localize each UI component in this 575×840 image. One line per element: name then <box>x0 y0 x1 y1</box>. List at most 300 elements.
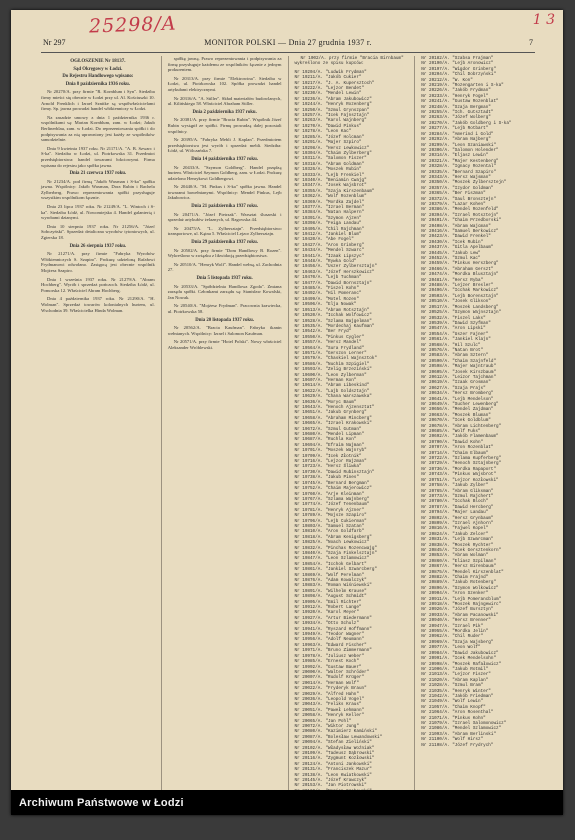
register-entry: Nr 20502/A. przy firmie "Dom Handlowy B. Rozen". Wykreślono w związku z likwidacją przedsiębiorstwa. <box>167 247 282 259</box>
list-item: Nr 20423/A. "Dawid Frenkel" <box>421 234 491 240</box>
register-entry: Nr 20540/A. "Mojżesz Frydman". Pracownia krawiecka, ul. Piotrkowska 58. <box>167 303 282 314</box>
list-item: Nr 20437/A. "Gitla Apelbaum" <box>421 245 494 251</box>
list-item: Nr 19730/A. "Dawid Rubinsztajn" <box>294 469 375 475</box>
list-item: Nr 19211/A. "Jakób Cukier" <box>294 75 362 81</box>
list-item: Nr 20824/A. "Jakub Zelcer" <box>421 531 489 537</box>
list-item: Nr 20510/A. "Josek Glikson" <box>421 299 491 305</box>
entry-date: Dnia 8 października 1936 roku. <box>65 81 131 87</box>
list-item: Nr 21071/A. "Pinkus Kohn" <box>421 715 486 721</box>
list-item: Nr 19470/A. "Lejb Tuchman" <box>294 275 362 281</box>
list-item: Nr 21108/A. "Józef Frydrych" <box>421 742 494 748</box>
list-item: Nr 19803/A. "Samuel Szatan" <box>294 523 365 529</box>
list-item: Nr 19781/A. "Henryk Ajzner" <box>294 507 365 513</box>
list-item: Nr 20445/A. "Jakub Lew" <box>421 250 481 256</box>
list-item: Nr 19898/A. "August Schmidt" <box>294 594 367 600</box>
list-item: Nr 19369/A. "Mordka Zajdel" <box>294 199 365 205</box>
list-item: Nr 19643/A. "Henoch Ajzensztat" <box>294 405 375 410</box>
list-item: Nr 20000/A. "Walter Schröder" <box>294 669 370 675</box>
list-item: Nr 20212/A. "W. Kon" <box>421 77 473 83</box>
list-item: Nr 20357/A. "Izydor Goldman" <box>421 185 494 191</box>
register-entry: Dnia 10 sierpnia 1937 roku. Nr 21256/A. "Józef Sobczyński". Sprzedaż detaliczna wyrobów tytoniowych, ul. Zgierska 18. <box>41 223 155 241</box>
list-item: Nr 20131/A. "Franciszek Mazur" <box>294 767 372 773</box>
register-entry: Dnia 4 października 1937 roku. Nr 21290/A. "H. Wolman". Sprzedaż towarów kolonialnych hurtem, ul. Wschodnia 39. Właścicielka Hinda Wolman. <box>41 296 155 313</box>
list-item: Nr 19263/A. "Karol Wajnberg" <box>294 118 367 124</box>
list-item: Nr 20430/A. "Icek Rubin" <box>421 239 484 245</box>
list-item: Nr 20605/A. "Josek Kirszbaum" <box>421 369 497 375</box>
list-item: Nr 20729/A. "Henoch Sztajnberg" <box>421 461 502 467</box>
list-item: Nr 20590/A. "Chaim Szajnfeld" <box>421 358 497 364</box>
list-item: Nr 20561/A. "Jankiel Klajn" <box>421 337 491 343</box>
list-item: Nr 19680/A. "Mendel Lipman" <box>294 432 365 438</box>
list-item: Nr 19485/A. "Fiszel Kohn" <box>294 286 359 292</box>
court-name: Sąd Okręgowy w Łodzi. <box>73 66 123 72</box>
list-item: Nr 20263/A. "Józef Wolberg" <box>421 115 491 121</box>
list-item: Nr 20277/A. "Lejb Rotbart" <box>421 126 489 132</box>
list-item: Nr 19854/A. "Icchok Gelbart" <box>294 561 367 567</box>
list-item: Nr 20940/A. "Hersz Brenner" <box>421 618 491 624</box>
column-divider <box>161 56 162 793</box>
list-item: Nr 20670/A. "Icek Goldblum" <box>421 418 491 424</box>
list-item: Nr 20568/A. "Hil Szulc" <box>421 342 481 348</box>
list-item: Nr 21006/A. "Jakub Rotmil" <box>421 666 489 672</box>
list-item: Nr 19745/A. "Bernard Bergman" <box>294 480 370 486</box>
list-item: Nr 19318/A. "Abram Goldman" <box>294 161 365 167</box>
list-item: Nr 20962/A. "Chil Ruder" <box>421 634 484 640</box>
page-header <box>43 38 533 50</box>
entry-date: Dnia 29 października 1937 roku. <box>191 240 258 246</box>
list-item: Nr 20765/A. "Abram Gliksman" <box>421 488 494 494</box>
list-item: Nr 20853/A. "Abram Wolman" <box>421 553 489 559</box>
list-item: Nr 19672/A. "Szmul Gutman" <box>294 426 362 432</box>
list-item: Nr 20875/A. "Mendel Kirszenblat" <box>421 569 504 575</box>
list-item: Nr 19905/A. "Emil Richter" <box>294 599 362 605</box>
list-item: Nr 19760/A. "Arje Kleinman" <box>294 491 365 497</box>
page-number: 7 <box>529 38 533 47</box>
list-item: Nr 19391/A. "Szymon Ajzen" <box>294 215 362 221</box>
handwritten-corner-mark: 1 3 <box>532 12 555 28</box>
list-item: Nr 19456/A. "Uszer Zylbersztajn" <box>294 264 378 270</box>
list-item: Nr 19405/A. "Chil Rajchman" <box>294 226 365 232</box>
list-item: Nr 20867/A. "Hersz Birenbaum" <box>421 564 497 570</box>
register-entry: Nr 20433/A. "Szymon Goldberg". Handel przędzą hurtem. Właściciel Szymon Goldberg, zam. w Łodzi. Prokurę udzielono Henrykowi Goldbergowi. <box>167 164 282 181</box>
list-item: Nr 19463/A. "Józef Herszkowicz" <box>294 269 375 275</box>
list-item: Nr 20816/A. "Fajwel Kopel" <box>421 526 489 532</box>
list-item: Nr 20656/A. "Mendel Zajdman" <box>421 407 494 413</box>
list-item: Nr 20758/A. "Jakub Zylber" <box>421 483 489 489</box>
list-item: Nr 19230/A. "Mendel Lewin" <box>294 91 362 97</box>
list-item: Nr 19971/A. "Bruno Zimmermann" <box>294 648 372 654</box>
list-item: Nr 20896/A. "Szymon Wolkowicz" <box>421 585 499 591</box>
list-item: Nr 19579/A. "Chaskiel Wajnsztok" <box>294 356 378 362</box>
list-item: Nr 21064/A. "Aron Rosenthal" <box>421 710 494 716</box>
list-item: Nr 19810/A. "Aron Goldfarb" <box>294 529 365 535</box>
list-item: Nr 19701/A. "Moszek Wajnryb" <box>294 448 367 454</box>
column-divider <box>288 56 289 793</box>
register-entry: Dnia 9 kwietnia 1937 roku. Nr 21171/A. "A. B. Szwarc i S-ka". Siedziba w Łodzi, ul. Piotrkowska 31. Przedmiot przedsiębiorstwa: handel towarami łokciowymi. Firma wpisana do rejestru jako spółka jawna. <box>41 145 155 168</box>
list-item: Nr 20087/A. "Bolesław Lewandowski" <box>294 734 383 740</box>
list-item: Nr 19934/A. "Otto Schulz" <box>294 621 359 627</box>
list-item: Nr 19499/A. "Motel Rozen" <box>294 296 359 302</box>
list-item: Nr 19607/A. "Herman Kon" <box>294 377 357 383</box>
list-item: Nr 20102/A. "Władysław Woźniak" <box>294 745 375 751</box>
list-item: Nr 20314/A. "Eljasz Lewin" <box>421 153 489 159</box>
list-item: Nr 20459/A. "Pinkus Herszberg" <box>421 261 499 267</box>
list-item: Nr 19492/A. "Hil Pomeranc" <box>294 291 362 297</box>
list-item: Nr 20226/A. "Jakób Frydman" <box>421 88 491 94</box>
list-item: Nr 20583/A. "Abram Sztern" <box>421 353 489 359</box>
list-item: Nr 21042/A. "Jakób Friedman" <box>421 693 494 699</box>
list-item: Nr 20080/A. "Kazimierz Kamiński" <box>294 729 378 735</box>
list-item: Nr 20328/A. "Ignacy Rozental" <box>421 164 497 170</box>
list-item: Nr 20780/A. "Icchak Bloch" <box>421 499 489 505</box>
list-item: Nr 20554/A. "Uszer Fajner" <box>421 331 489 337</box>
list-item: Nr 20889/A. "Jakub Rotenberg" <box>421 580 497 586</box>
list-item: Nr 19278/A. "Leon Kac" <box>294 129 352 135</box>
document-page <box>11 10 563 815</box>
list-item: Nr 20343/A. "Hersz Wajsman" <box>421 174 491 180</box>
list-item: Nr 19687/A. "Ruchla Kon" <box>294 437 357 443</box>
list-item: Nr 19270/A. "Dawid Pinkus" <box>294 123 362 129</box>
list-item: Nr 20299/A. "Leon Szaniawski" <box>421 142 497 148</box>
list-item: Nr 20692/A. "Jakób Flamenbaum" <box>421 434 499 440</box>
list-item: Nr 21028/A. "Szmul Bram" <box>421 683 484 689</box>
list-item: Nr 20634/A. "Hersz Bromberg" <box>421 391 494 397</box>
archive-footer: Archiwum Państwowe w Łodzi <box>11 790 563 815</box>
list-item: Nr 20539/A. "Dawid Szyfman" <box>421 320 491 326</box>
list-item: Nr 21020/A. "Abram Kaplan" <box>421 677 489 683</box>
list-item: Nr 20685/A. "Wolf Fuks" <box>421 429 481 435</box>
list-item: Nr 19825/A. "Noach Lewkowicz" <box>294 540 370 546</box>
list-item: Nr 19441/A. "Izaak Lipszyc" <box>294 253 365 259</box>
list-item: Nr 20072/A. "Wiktor Jung" <box>294 723 359 729</box>
list-item: Nr 20547/A. "Aron Lipski" <box>421 326 486 332</box>
list-item: Nr 19347/A. "Josek Wajsbrot" <box>294 183 367 189</box>
register-entry: spółkę jawną. Prawo reprezentowania i podpisywania za firmę przysługuje każdemu ze wspólników łącznie z jednym prokurentem. <box>167 56 282 73</box>
list-item: Nr 19550/A. "Pinkus Cygler" <box>294 334 365 340</box>
list-item: Nr 20663/A. "Moszek Bluman" <box>421 412 491 418</box>
list-item: Nr 19285/A. "Józef Holcman" <box>294 134 365 140</box>
list-item: Nr 20933/A. "Abram Pacanowski" <box>421 612 499 618</box>
list-item: Nr 19665/A. "Izrael Krakowski" <box>294 421 372 427</box>
list-item: Nr 19709/A. "Icek Złotnik" <box>294 453 362 459</box>
list-item: Nr 20094/A. "Stefan Zieliński" <box>294 740 372 746</box>
list-item: Nr 19477/A. "Dawid Bornsztajn" <box>294 280 372 286</box>
list-item: Nr 20947/A. "Izrael Pik" <box>421 623 484 629</box>
list-item: Nr 19869/A. "Wolf Perelman" <box>294 572 365 578</box>
list-item: Nr 19542/A. "Ber Fryd" <box>294 329 352 335</box>
list-item: Nr 20416/A. "Samuel Berkowicz" <box>421 229 499 234</box>
list-item: Nr 19298/A. "Hersz Lewkowicz" <box>294 145 370 151</box>
list-item: Nr 19883/A. "Roman Wiśniewski" <box>294 583 372 589</box>
issue-number: Nr 297 <box>43 38 66 47</box>
list-item: Nr 19738/A. "Jakub Pines" <box>294 475 359 481</box>
list-item: Nr 20612/A. "Leizor Tajchman" <box>421 374 497 380</box>
list-item: Nr 20386/A. "Mendel Rozenfeld" <box>421 207 499 213</box>
list-item: Nr 20707/A. "Aron Rozenblat" <box>421 445 494 451</box>
list-item: Nr 19752/A. "Chaim Majerowicz" <box>294 486 372 492</box>
list-item: Nr 19832/A. "Pinchas Rozencwajg" <box>294 545 378 551</box>
list-item: Nr 20794/A. "Majer Landau" <box>421 510 489 516</box>
list-item: Nr 19840/A. "Szaja Finkelsztajn" <box>294 550 378 556</box>
list-item: Nr 20991/A. "Icek Mendelsohn" <box>421 656 497 662</box>
list-item: Nr 20138/A. "Leon Kwiatkowski" <box>294 772 372 778</box>
list-item: Nr 20700/A. "Dawid Kohn" <box>421 439 484 445</box>
register-entry: Nr 20440/A. "M. Pinkus i S-ka" spółka jawna. Handel towarami bawełnianymi. Wspólnicy: Mendel Pinkus, Lejb Jakubowicz. <box>167 184 282 201</box>
list-item: Nr 19564/A. "Sura Frydland" <box>294 345 365 351</box>
list-item: Nr 20051/A. "Paweł Lehmann" <box>294 707 365 713</box>
list-item: Nr 19355/A. "Szaja Kirszenbaum" <box>294 188 375 194</box>
list-item: Nr 19586/A. "Nuchim Szpigiel" <box>294 361 370 367</box>
register-entry: Dnia 23 lipca 1937 roku. Nr 21249/A. "L. Wintoch i S-ka". Siedziba Łódź, ul. Nowomiejska 4. Handel galanterią i wyrobami dzianymi. <box>41 204 155 221</box>
list-item: Nr 20503/A. "Lejb Borensztajn" <box>421 293 499 299</box>
list-item: Nr 19506/A. "Elja Nowak" <box>294 302 357 308</box>
list-item: Nr 20124/A. "Antoni Jankowski" <box>294 761 372 767</box>
list-item: Nr 20831/A. "Lejb Szwarcman" <box>421 537 494 543</box>
list-item: Nr 19535/A. "Mordechaj Kaufman" <box>294 323 375 329</box>
list-item: Nr 21057/A. "Chaim Knopf" <box>421 704 486 710</box>
register-entry: Nr 20571/A. przy firmie "Hotel Polski". Nowy właściciel Aleksander Wróblewski. <box>167 339 282 350</box>
list-item: Nr 19311/A. "Salomon Fiszer" <box>294 156 367 162</box>
entry-date: Dnia 21 października 1937 roku. <box>191 204 258 210</box>
list-item: Nr 19340/A. "Beniamin Cwajg" <box>294 177 367 183</box>
list-item: Nr 20182/A. "Szabsa Frajman" <box>421 56 494 61</box>
list-item: Nr 20065/A. "Jan Pohl" <box>294 718 352 724</box>
list-item: Nr 19513/A. "Abram Rotsztajn" <box>294 307 370 313</box>
list-item: Nr 19978/A. "Juliusz Weber" <box>294 653 365 659</box>
list-item: Nr 20292/A. "Abram Najberg" <box>421 137 491 143</box>
list-item: Nr 20372/A. "Saul Bronsztejn" <box>421 196 497 202</box>
list-item: Nr 20255/A. "Ich. Gutsztadt" <box>421 110 494 116</box>
list-item: Nr 20335/A. "Bernard Szapiro" <box>421 169 497 175</box>
list-item: Nr 20619/A. "Izaak Grosman" <box>421 380 491 386</box>
list-item: Nr 20977/A. "Leon Wolf" <box>421 645 481 651</box>
list-item: Nr 20466/A. "Abraham Gerszt" <box>421 266 494 272</box>
list-item: Nr 20678/A. "Abram Lichtenberg" <box>421 423 502 429</box>
list-item: Nr 21086/A. "Mendel Szlamowicz" <box>421 726 502 732</box>
list-item: Nr 20955/A. "Mordka Jelin" <box>421 629 489 635</box>
list-intro: Nr 1002/A. przy firmie "Bracia Birnbaum" wykreślono ze spisu kupców: <box>294 56 404 67</box>
list-item: Nr 20926/A. "Józef Bursztyn" <box>421 607 494 613</box>
list-item: Nr 19257/A. "Icek Fajnsztajn" <box>294 113 370 119</box>
list-item: Nr 20014/A. "Herman Wolf" <box>294 680 359 686</box>
list-item: Nr 20517/A. "Moszek Landsberg" <box>421 304 499 310</box>
list-item: Nr 19796/A. "Lejb Cukierman" <box>294 518 367 524</box>
list-item: Nr 20904/A. "Aron Szenker" <box>421 591 489 597</box>
list-item: Nr 20365/A. "Ber Fiszman" <box>421 191 486 197</box>
header-rule <box>41 52 535 53</box>
list-item: Nr 19427/A. "Aron Grinberg" <box>294 242 365 248</box>
list-item: Nr 20882/A. "Chaim Frajnd" <box>421 575 489 580</box>
register-entry: Nr 20562/A. "Bracia Kaufman". Fabryka tkanin wełnianych. Wspólnicy: Izrael i Salomon Kaufman. <box>167 325 282 336</box>
list-item: Nr 19818/A. "Abram Kenigsberg" <box>294 534 372 540</box>
list-item: Nr 19636/A. "Moryc Baum" <box>294 399 357 405</box>
list-item: Nr 21093/A. "Abram Berlinski" <box>421 731 497 737</box>
list-item: Nr 20911/A. "Lejb Pomerancblum" <box>421 596 502 602</box>
register-entry: Nr 20381/A. przy firmie "Bracia Rubin". Wspólnik Józef Rubin wystąpił ze spółki. Firmę prowadzą dalej pozostali wspólnicy. <box>167 117 282 134</box>
list-item: Nr 19333/A. "Lejb Frenkiel" <box>294 172 365 178</box>
register-entry: Nr 20270/A. przy firmie "R. Kornblum i Syn". Siedziba firmy mieści się obecnie w Łodzi przy ul. Al. Kościuszki 10. Arnold Frenklich i Izrael Sznitke są współwłaścicielami firmy. Sp. jawna prowadzi handel włókienniczy w Łodzi. <box>41 89 155 112</box>
list-item: Nr 20773/A. "Szmul Rajchert" <box>421 493 494 499</box>
list-item: Nr 20802/A. "Hersz Grynbaum" <box>421 515 494 521</box>
list-item: Nr 19956/A. "Adolf Neumann" <box>294 637 365 643</box>
list-item: Nr 20241/A. "Gustaw Rozenblat" <box>421 99 499 105</box>
list-item: Nr 19217/A. "J. A. Kupersztoch" <box>294 80 375 86</box>
handwritten-signature-number: 25298/A <box>88 12 177 38</box>
register-entry: Na zasadzie umowy z dnia 1 października 1936 r. wspólnikami są: Marian Kornblum, zam. w Łodzi; Jakub Berlinerblau, zam. w Łodzi. Do reprezentowania spółki i do podpisywania za nią uprawniony jest każdy ze wspólników samodzielnie. <box>41 114 155 143</box>
list-item: Nr 19861/A. "Jankiel Szwarcberg" <box>294 567 378 573</box>
announcement-heading: OGŁOSZENIE Nr 18137. <box>70 59 126 64</box>
list-item: Nr 20379/A. "Lazar Kohen" <box>421 201 486 207</box>
list-item: Nr 20007/A. "Rudolf Krüger" <box>294 675 365 681</box>
register-entry: Nr 21271/A. przy firmie "Fabryka Wyrobów Włókienniczych S. Szapiro". Prokurę udzieloną Rafałowi Frydmanowi odwołano. Zastępcą jest obecnie wspólnik Mojżesz Szapiro. <box>41 251 155 273</box>
entry-date: Dnia 2 października 1937 roku. <box>192 109 257 115</box>
list-item: Nr 19326/A. "Moszek Rubin" <box>294 167 362 173</box>
list-item: Nr 20787/A. "Dawid Hercberg" <box>421 504 494 510</box>
list-item: Nr 19891/A. "Wilhelm Krause" <box>294 588 367 594</box>
list-item: Nr 20649/A. "Sucher Lewenberg" <box>421 402 499 407</box>
list-item: Nr 19941/A. "Ryszard Hoffmann" <box>294 626 372 632</box>
list-item: Nr 20969/A. "Szaja Wajsberg" <box>421 639 494 645</box>
list-item: Nr 20029/A. "Alfred Hahn" <box>294 691 359 697</box>
list-item: Nr 19614/A. "Abram Libeskind" <box>294 383 370 389</box>
list-item: Nr 20627/A. "Szaja Prajs" <box>421 385 486 391</box>
register-intro: Do Rejestru Handlowego wpisano: <box>62 74 134 80</box>
column-2 <box>168 56 282 793</box>
list-item: Nr 20204/A. "Chil Dobrzyński" <box>421 72 497 78</box>
list-item: Nr 20248/A. "Szaja Bergman" <box>421 104 491 110</box>
entry-date: Dnia 26 sierpnia 1937 roku. <box>69 243 127 249</box>
list-item: Nr 21035/A. "Henryk Winter" <box>421 688 491 694</box>
list-item: Nr 20474/A. "Mordka Blusztajn" <box>421 272 499 278</box>
list-item: Nr 19412/A. "Jankiel Blum" <box>294 232 362 237</box>
list-item: Nr 20145/A. "Józef Krawczyk" <box>294 778 367 784</box>
list-item: Nr 20321/A. "Majer Kestenberg" <box>421 158 499 164</box>
column-1 <box>41 56 155 793</box>
list-item: Nr 20838/A. "Moszek Rychter" <box>421 542 494 548</box>
list-item: Nr 21079/A. "Izrael Salomonowicz" <box>421 720 507 726</box>
list-item: Nr 19963/A. "Edward Fischer" <box>294 642 367 648</box>
list-item: Nr 19571/A. "Gerszon Lerner" <box>294 350 367 356</box>
list-item: Nr 20058/A. "Henryk Keller" <box>294 713 365 719</box>
list-item: Nr 19847/A. "Leon Szlamowicz" <box>294 556 370 562</box>
list-item: Nr 19767/A. "Szlama Wajnberg" <box>294 496 370 502</box>
list-item: Nr 20598/A. "Majer Wajntraub" <box>421 364 497 370</box>
list-item: Nr 21049/A. "Wolf Lewin" <box>421 699 484 705</box>
register-entry: Nr 20510/A. "Henryk Wolf". Handel wełną, ul. Zachodnia 27. <box>167 261 282 273</box>
list-item: Nr 19222/A. "Lejzor Bendet" <box>294 86 365 92</box>
list-item: Nr 20022/A. "Fryderyk Braun" <box>294 686 367 692</box>
list-item: Nr 20525/A. "Szymon Wajnsztajn" <box>421 310 502 316</box>
list-item: Nr 19291/A. "Majer Szpiro" <box>294 140 362 146</box>
list-item: Nr 20452/A. "Szmul Kac" <box>421 256 481 262</box>
list-item: Nr 19985/A. "Ernest Koch" <box>294 659 359 665</box>
list-item: Nr 20219/A. "Rozengarten i S-ka" <box>421 83 504 89</box>
entry-date: Dnia 21 czerwca 1937 roku. <box>69 171 127 177</box>
register-entry: Nr 20313/A. przy firmie "Elektrowina". Siedziba w Łodzi, ul. Piotrkowska 102. Spółka prowadzi handel artykułami elektrycznymi. <box>167 75 282 92</box>
list-item: Nr 19528/A. "Szlama Bajgelman" <box>294 318 372 324</box>
list-item: Nr 19651/A. "Jakub Grynberg" <box>294 410 367 416</box>
publication-title: MONITOR POLSKI — Dnia 27 grudnia 1937 r. <box>204 38 372 47</box>
list-item: Nr 21100/A. "Wolf Hirsz" <box>421 737 484 743</box>
list-item: Nr 19927/A. "Artur Biedermann" <box>294 615 372 621</box>
column-4 <box>421 56 535 793</box>
list-item: Nr 20488/A. "Lejzer Bresler" <box>421 283 494 289</box>
list-item: Nr 19384/A. "Natan Halpern" <box>294 210 365 216</box>
register-entry: Dnia 1 września 1937 roku. Nr 21279/A. "Abram Hochberg". Wyrób i sprzedaż pończoch. Siedziba Łódź, ul. Pomorska 12. Właściciel Abram Hochberg. <box>41 276 155 293</box>
list-item: Nr 20722/A. "Szlama Kupferberg" <box>421 456 502 462</box>
list-item: Nr 20036/A. "Leopold Vogel" <box>294 696 365 702</box>
list-item: Nr 20714/A. "Chaim Elbaum" <box>421 450 489 456</box>
list-item: Nr 19992/A. "Gustaw Bauer" <box>294 664 362 670</box>
list-item: Nr 19920/A. "Karol Meyer" <box>294 610 359 616</box>
list-item: Nr 20284/A. "Amerind i Gold" <box>421 131 494 137</box>
list-item: Nr 19629/A. "Chana Warszawska" <box>294 394 372 400</box>
list-item: Nr 19304/A. "Chaim Zylberberg" <box>294 150 372 156</box>
list-item: Nr 19949/A. "Teodor Wagner" <box>294 632 365 638</box>
list-item: Nr 20998/A. "Moszek Rafałowicz" <box>421 661 502 667</box>
list-item: Nr 20197/A. "Wigdor Grinberg" <box>421 66 497 72</box>
list-item: Nr 20751/A. "Lejzor Kozłowski" <box>421 477 499 483</box>
text-columns <box>41 56 535 793</box>
register-entry: Nr 21234/A. pod firmą "Jakób Waxman i S-ka" spółka jawna. Wspólnicy: Jakób Waxman, Dora Rubin i Rachela Zylberberg. Prawo reprezentowania spółki przysługuje wszystkim wspólnikom łącznie. <box>41 178 155 201</box>
register-entry: Nr 20533/A. "Spółdzielnia Handlowa Zgoda". Zmiana zarządu spółki. Członkami zarządu są: Stanisław Kowalski, Jan Nowak. <box>167 283 282 300</box>
list-item: Nr 20496/A. "Icchak Markowicz" <box>421 288 499 294</box>
list-item: Nr 20116/A. "Zygmunt Kozłowski" <box>294 756 375 762</box>
list-item: Nr 19694/A. "Efraim Najman" <box>294 442 365 448</box>
list-item: Nr 19876/A. "Adam Kowalczyk" <box>294 578 367 583</box>
list-item: Nr 19593/A. "Zelig Brzeziński" <box>294 367 372 373</box>
list-item: Nr 19434/A. "Mendel Szwarc" <box>294 248 365 254</box>
list-item: Nr 20306/A. "Salomon Holender" <box>421 147 499 153</box>
list-item: Nr 20481/A. "Hersz Ryba" <box>421 277 484 283</box>
list-item: Nr 19236/A. "Abram Jakubowicz" <box>294 96 372 102</box>
list-item: Nr 20532/A. "Fiszel Laks" <box>421 315 486 321</box>
list-item: Nr 20860/A. "Eliasz Szpilman" <box>421 558 497 564</box>
list-item: Nr 20576/A. "Natan Brot" <box>421 347 484 353</box>
list-item: Nr 20109/A. "Tadeusz Dąbrowski" <box>294 751 375 756</box>
list-item: Nr 20401/A. "Chaim Przedborski" <box>421 218 502 224</box>
register-entry: Nr 20316/A. "A. Stiller". Skład materiałów budowlanych, ul. Kilińskiego 58. Właściciel Abraham Stiller. <box>167 95 282 107</box>
list-item: Nr 19600/A. "Leon Zylberman" <box>294 372 367 378</box>
list-item: Nr 19204/A. "Ludwik Frydman" <box>294 69 367 75</box>
list-item: Nr 19658/A. "Abraham Mincberg" <box>294 415 372 421</box>
column-3 <box>295 56 409 793</box>
entry-date: Dnia 14 października 1937 roku. <box>191 156 258 162</box>
entry-date: Dnia 20 listopada 1937 roku. <box>195 317 254 323</box>
list-item: Nr 19362/A. "Wolf Rozenblum" <box>294 194 367 200</box>
list-item: Nr 19912/A. "Robert Lange" <box>294 605 362 611</box>
list-item: Nr 20350/A. "Moszek Zylbersztejn" <box>421 180 507 186</box>
list-item: Nr 20845/A. "Icek Gersztenkorn" <box>421 547 502 553</box>
list-item: Nr 19789/A. "Mojsze Szapiro" <box>294 513 367 519</box>
list-item: Nr 19520/A. "Icchak Wolfowicz" <box>294 313 372 319</box>
entry-date: Dnia 5 listopada 1937 roku. <box>196 276 253 281</box>
register-entry: Nr 20395/A. "Fabryka Mebli J. Kaplan". Przedmiotem przedsiębiorstwa jest wyrób i sprzedaż mebli. Siedziba: Łódź, ul. Wólczańska 7. <box>167 137 282 154</box>
list-item: Nr 20984/A. "Dawid Jakubowicz" <box>421 650 499 656</box>
list-item: Nr 20043/A. "Feliks Kraus" <box>294 702 362 708</box>
list-item: Nr 19723/A. "Hersz Śliwka" <box>294 464 362 470</box>
list-item: Nr 19377/A. "Izrael Berman" <box>294 204 365 210</box>
list-item: Nr 20736/A. "Mordka Rapaport" <box>421 466 497 472</box>
register-entry: Nr 20475/A. "L. Zylbersztajn". Przedsiębiorstwo transportowe, ul. Kątna 5. Właściciel Lejzor Zylbersztajn. <box>167 225 282 237</box>
list-item: Nr 20743/A. "Pinkus Wajsbrot" <box>421 472 497 478</box>
list-item: Nr 19557/A. "Hersz Mandel" <box>294 340 362 346</box>
list-item: Nr 20809/A. "Izrael Ajnhorn" <box>421 520 494 526</box>
list-item: Nr 20394/A. "Izrael Rotsztejn" <box>421 212 499 218</box>
list-item: Nr 21013/A. "Lejzor Fiszer" <box>421 672 491 678</box>
list-item: Nr 19716/A. "Lejzor Rajzman" <box>294 459 367 465</box>
list-item: Nr 19398/A. "Feiga Landau" <box>294 221 362 227</box>
